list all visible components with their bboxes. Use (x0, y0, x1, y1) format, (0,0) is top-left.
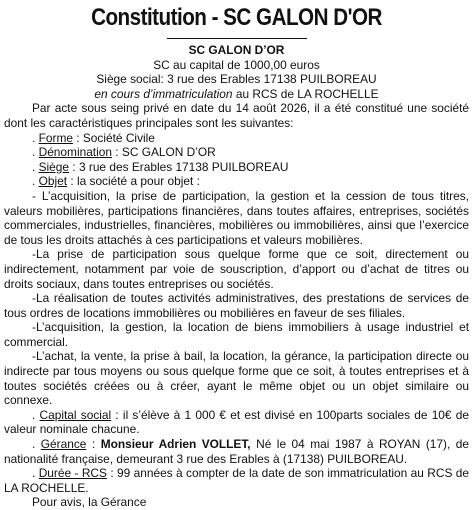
capital-value: : il s’élève à 1 000 € et est divisé en 100parts sociales de 10€ de valeur nominale chacune. (4, 407, 469, 437)
title-divider (167, 38, 307, 39)
forme-value: : Société Civile (72, 130, 155, 145)
denomination-line: . Dénomination : SC GALON D’OR (32, 145, 216, 160)
intro-paragraph: Par acte sous seing privé en date du 14 août 2026, il a été constitué une société dont les caractéristiques principales sont les suivantes: (4, 101, 469, 130)
immatriculation-status: en cours d’immatriculation (94, 86, 233, 101)
gerance-label: Gérance (40, 437, 87, 452)
capital-line: . Capital social : il s’élève à 1 000 € et est divisé en 100parts sociales de 10€ de valeur nominale chacune. (4, 407, 469, 437)
duree-label: Durée - RCS (38, 466, 107, 481)
duree-line: . Durée - RCS : 99 années à compter de la date de son immatriculation au RCS de LA ROCHELLE. (4, 466, 470, 495)
gerance-value: Né le 04 mai 1987 à ROYAN (17), de nationalité française, demeurant 3 rue des Erables à (17138) PUILBOREAU. (4, 437, 469, 466)
siege-line: . Siège : 3 rue des Erables 17138 PUILBOREAU (32, 159, 289, 174)
siege-value: : 3 rue des Erables 17138 PUILBOREAU (69, 159, 289, 174)
gerance-line: . Gérance : Monsieur Adrien VOLLET, Né le 04 mai 1987 à ROYAN (17), de nationalité française, demeurant 3 rue des Erables à (17138) PUILBOREAU. (4, 437, 469, 466)
closing-line: Pour avis, la Gérance (32, 495, 147, 510)
objet-line: . Objet : la société a pour objet : (32, 174, 200, 189)
objet-paragraph: - L’acquisition, la prise de participation, la gestion et la cession de tous titres, valeurs mobilières, participations financières, dans toutes affaires, entreprises, sociétés commerciales, industrielles, financières, mobilières ou immobilières, ainsi que l’exercice de tous les droits attachés à ces participations et valeurs mobilières. (4, 188, 469, 247)
company-capital: SC au capital de 1000,00 euros (153, 57, 320, 72)
gerance-sep: : (86, 437, 101, 452)
page-title: Constitution - SC GALON D'OR (91, 4, 382, 31)
forme-label: Forme (38, 130, 73, 145)
siege-label: Siège (38, 159, 70, 174)
forme-line: . Forme : Société Civile (32, 130, 155, 145)
objet-paragraph: -La réalisation de toutes activités administratives, des prestations de services de tous ordres de locations immobilières ou mobilières en faveur de ses filiales. (4, 291, 469, 320)
duree-value: : 99 années à compter de la date de son immatriculation au RCS de LA ROCHELLE. (4, 466, 470, 495)
company-siege: Siège social: 3 rue des Erables 17138 PUILBOREAU (96, 72, 377, 87)
denomination-label: Dénomination (38, 145, 112, 160)
objet-paragraph: -L’achat, la vente, la prise à bail, la location, la gérance, la participation directe ou indirecte par tous moyens ou sous quelque forme que ce soit, à toutes entreprises et à toutes sociétés créées ou à créer, ayant le même objet ou un objet similaire ou connexe. (4, 349, 469, 408)
objet-paragraph: -L’acquisition, la gestion, la location de biens immobiliers à usage industriel et commercial. (4, 320, 469, 349)
objet-label: Objet (38, 174, 68, 189)
capital-label: Capital social (39, 407, 112, 422)
objet-value: : la société a pour objet : (67, 174, 200, 189)
gerant-name: Monsieur Adrien VOLLET, (100, 437, 251, 452)
company-name: SC GALON D’OR (188, 43, 285, 57)
immatriculation-rcs: au RCS de LA ROCHELLE (232, 86, 379, 101)
denomination-value: : SC GALON D’OR (111, 145, 216, 160)
objet-paragraph: -La prise de participation sous quelque forme que ce soit, directement ou indirectement, notamment par voie de souscription, d’apport ou d’achat de titres ou droits sociaux, dans toutes entreprises ou sociétés. (4, 247, 469, 291)
company-immatriculation (4, 87, 469, 102)
